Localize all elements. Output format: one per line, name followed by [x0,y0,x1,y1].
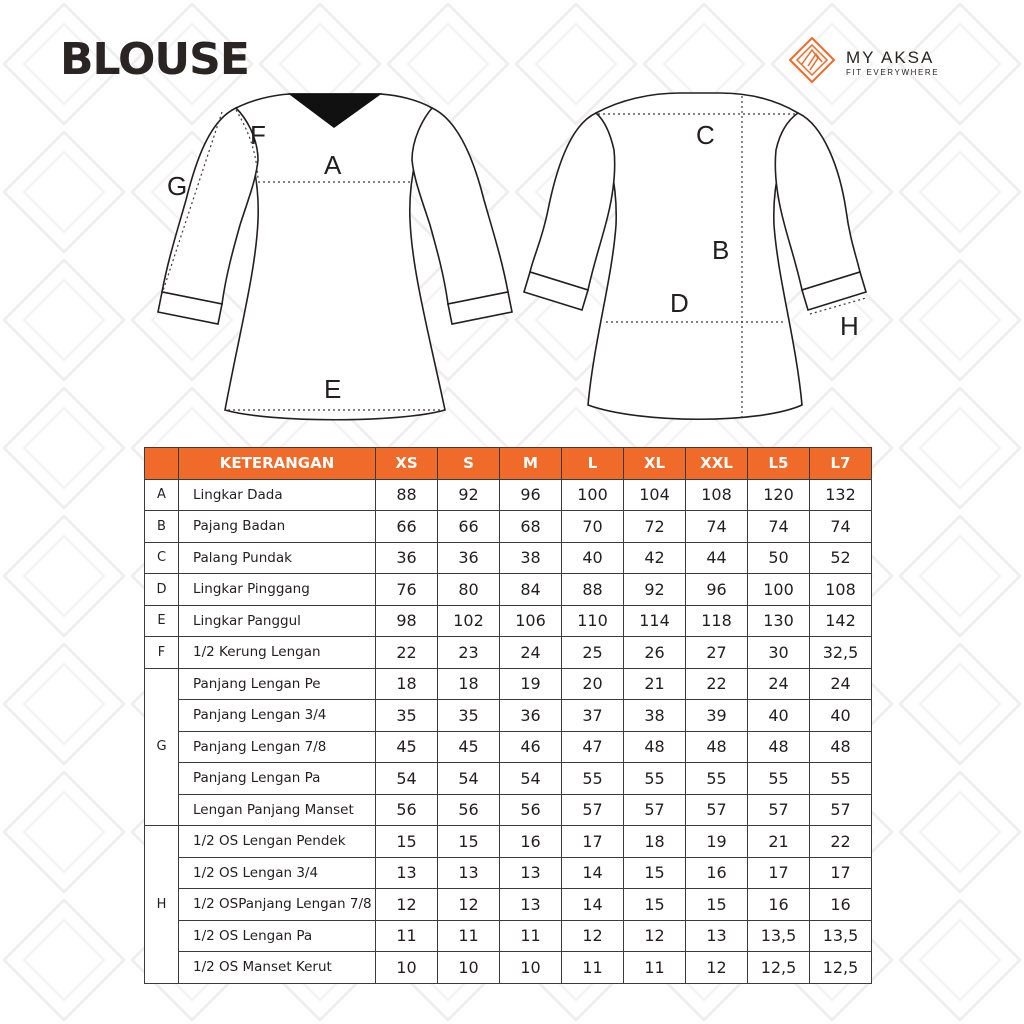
table-row [145,668,872,700]
header-code [145,448,179,480]
row-description: 1/2 Kerung Lengan [179,637,376,669]
size-value-cell: 21 [624,668,686,700]
size-value-cell: 13 [438,857,500,889]
header-size-xxl: XXL [686,448,748,480]
back-view [524,93,866,419]
row-description: 1/2 OS Lengan Pa [179,920,376,952]
size-value-cell: 36 [376,542,438,574]
table-row [145,889,872,921]
size-value-cell: 24 [810,668,872,700]
size-value-cell: 66 [376,511,438,543]
size-value-cell: 76 [376,574,438,606]
size-value-cell: 74 [748,511,810,543]
brand-mark-icon [788,36,836,84]
size-value-cell: 84 [500,574,562,606]
table-row [145,542,872,574]
size-value-cell: 55 [810,763,872,795]
label-e: E [324,374,342,404]
size-value-cell: 35 [376,700,438,732]
label-h: H [840,311,859,341]
size-value-cell: 47 [562,731,624,763]
size-value-cell: 18 [438,668,500,700]
size-value-cell: 27 [686,637,748,669]
size-value-cell: 38 [500,542,562,574]
size-value-cell: 11 [562,952,624,984]
size-value-cell: 20 [562,668,624,700]
size-value-cell: 110 [562,605,624,637]
header-size-xl: XL [624,448,686,480]
size-value-cell: 12 [562,920,624,952]
size-value-cell: 22 [376,637,438,669]
row-description: Palang Pundak [179,542,376,574]
size-value-cell: 36 [500,700,562,732]
size-value-cell: 92 [624,574,686,606]
size-value-cell: 68 [500,511,562,543]
size-value-cell: 14 [562,889,624,921]
size-value-cell: 55 [748,763,810,795]
label-a: A [324,150,342,180]
size-value-cell: 15 [438,826,500,858]
size-value-cell: 15 [624,889,686,921]
size-value-cell: 48 [686,731,748,763]
size-value-cell: 80 [438,574,500,606]
size-value-cell: 22 [810,826,872,858]
size-value-cell: 15 [376,826,438,858]
page-title: BLOUSE [60,34,249,85]
size-value-cell: 19 [500,668,562,700]
table-row [145,794,872,826]
table-row [145,479,872,511]
row-description: Panjang Lengan Pa [179,763,376,795]
front-view [158,94,512,420]
size-value-cell: 104 [624,479,686,511]
size-value-cell: 120 [748,479,810,511]
label-c: C [696,120,715,150]
blouse-diagram [0,80,1024,440]
size-value-cell: 57 [748,794,810,826]
size-value-cell: 12 [376,889,438,921]
size-value-cell: 13,5 [810,920,872,952]
size-value-cell: 12 [438,889,500,921]
size-value-cell: 25 [562,637,624,669]
table-row [145,700,872,732]
label-d: D [670,288,689,318]
table-body [145,479,872,983]
size-value-cell: 98 [376,605,438,637]
size-value-cell: 16 [500,826,562,858]
size-value-cell: 38 [624,700,686,732]
size-value-cell: 44 [686,542,748,574]
size-value-cell: 40 [562,542,624,574]
size-value-cell: 35 [438,700,500,732]
table-row [145,857,872,889]
size-value-cell: 56 [376,794,438,826]
size-value-cell: 56 [500,794,562,826]
table-row [145,763,872,795]
table-row [145,952,872,984]
size-value-cell: 17 [810,857,872,889]
brand-name: MY AKSA [846,48,935,67]
table-row [145,511,872,543]
size-value-cell: 54 [500,763,562,795]
size-value-cell: 22 [686,668,748,700]
row-description: Panjang Lengan 3/4 [179,700,376,732]
size-value-cell: 19 [686,826,748,858]
size-value-cell: 74 [686,511,748,543]
size-value-cell: 13 [686,920,748,952]
size-value-cell: 88 [376,479,438,511]
row-description: Panjang Lengan Pe [179,668,376,700]
size-value-cell: 13,5 [748,920,810,952]
size-value-cell: 45 [376,731,438,763]
size-value-cell: 108 [686,479,748,511]
size-value-cell: 37 [562,700,624,732]
size-value-cell: 70 [562,511,624,543]
row-description: Lingkar Dada [179,479,376,511]
brand-tagline: FIT EVERYWHERE [846,68,940,77]
size-value-cell: 30 [748,637,810,669]
size-value-cell: 114 [624,605,686,637]
size-value-cell: 57 [810,794,872,826]
header-size-l7: L7 [810,448,872,480]
size-value-cell: 130 [748,605,810,637]
table-header-row [145,448,872,480]
row-description: 1/2 OSPanjang Lengan 7/8 [179,889,376,921]
size-value-cell: 57 [624,794,686,826]
row-code: E [145,605,179,637]
size-value-cell: 18 [624,826,686,858]
row-code: C [145,542,179,574]
size-value-cell: 12,5 [748,952,810,984]
size-value-cell: 40 [748,700,810,732]
size-value-cell: 48 [810,731,872,763]
size-value-cell: 106 [500,605,562,637]
size-value-cell: 16 [686,857,748,889]
size-value-cell: 132 [810,479,872,511]
size-value-cell: 15 [624,857,686,889]
header-size-m: M [500,448,562,480]
size-value-cell: 88 [562,574,624,606]
size-value-cell: 11 [438,920,500,952]
size-value-cell: 102 [438,605,500,637]
size-value-cell: 56 [438,794,500,826]
row-code: F [145,637,179,669]
table-row [145,574,872,606]
size-value-cell: 26 [624,637,686,669]
header-size-l: L [562,448,624,480]
size-value-cell: 16 [810,889,872,921]
row-code: D [145,574,179,606]
size-value-cell: 57 [562,794,624,826]
size-value-cell: 23 [438,637,500,669]
size-value-cell: 48 [624,731,686,763]
row-code: B [145,511,179,543]
size-value-cell: 11 [376,920,438,952]
row-description: 1/2 OS Lengan Pendek [179,826,376,858]
size-value-cell: 100 [562,479,624,511]
size-value-cell: 55 [562,763,624,795]
size-value-cell: 36 [438,542,500,574]
size-value-cell: 15 [686,889,748,921]
size-value-cell: 55 [624,763,686,795]
row-description: Pajang Badan [179,511,376,543]
size-value-cell: 54 [376,763,438,795]
size-value-cell: 74 [810,511,872,543]
row-description: Lengan Panjang Manset [179,794,376,826]
size-chart-table [144,447,872,984]
size-value-cell: 11 [624,952,686,984]
size-value-cell: 24 [500,637,562,669]
table-row [145,605,872,637]
size-value-cell: 46 [500,731,562,763]
size-value-cell: 10 [500,952,562,984]
size-value-cell: 54 [438,763,500,795]
size-value-cell: 16 [748,889,810,921]
size-value-cell: 96 [686,574,748,606]
size-value-cell: 32,5 [810,637,872,669]
header-size-l5: L5 [748,448,810,480]
size-value-cell: 118 [686,605,748,637]
size-value-cell: 142 [810,605,872,637]
size-value-cell: 100 [748,574,810,606]
size-value-cell: 50 [748,542,810,574]
size-value-cell: 108 [810,574,872,606]
size-value-cell: 72 [624,511,686,543]
header-size-s: S [438,448,500,480]
row-description: Lingkar Pinggang [179,574,376,606]
size-value-cell: 57 [686,794,748,826]
size-value-cell: 42 [624,542,686,574]
size-value-cell: 48 [748,731,810,763]
size-value-cell: 18 [376,668,438,700]
row-description: Lingkar Panggul [179,605,376,637]
row-code: H [145,826,179,984]
row-description: 1/2 OS Manset Kerut [179,952,376,984]
table-row [145,637,872,669]
table-row [145,920,872,952]
size-value-cell: 13 [500,857,562,889]
table-row [145,731,872,763]
size-value-cell: 45 [438,731,500,763]
size-value-cell: 12 [624,920,686,952]
size-value-cell: 55 [686,763,748,795]
size-value-cell: 96 [500,479,562,511]
size-value-cell: 14 [562,857,624,889]
size-value-cell: 17 [562,826,624,858]
size-value-cell: 92 [438,479,500,511]
size-value-cell: 10 [438,952,500,984]
table-row [145,826,872,858]
row-description: 1/2 OS Lengan 3/4 [179,857,376,889]
size-value-cell: 11 [500,920,562,952]
brand-logo [788,36,958,84]
row-description: Panjang Lengan 7/8 [179,731,376,763]
size-value-cell: 66 [438,511,500,543]
label-b: B [712,235,730,265]
size-value-cell: 10 [376,952,438,984]
header-keterangan: KETERANGAN [179,448,376,480]
size-value-cell: 13 [500,889,562,921]
size-value-cell: 40 [810,700,872,732]
row-code: A [145,479,179,511]
size-value-cell: 52 [810,542,872,574]
header-size-xs: XS [376,448,438,480]
size-value-cell: 12 [686,952,748,984]
size-value-cell: 17 [748,857,810,889]
size-value-cell: 13 [376,857,438,889]
row-code: G [145,668,179,826]
label-f: F [250,120,266,150]
size-value-cell: 24 [748,668,810,700]
size-value-cell: 12,5 [810,952,872,984]
label-g: G [167,171,188,201]
size-value-cell: 39 [686,700,748,732]
size-value-cell: 21 [748,826,810,858]
